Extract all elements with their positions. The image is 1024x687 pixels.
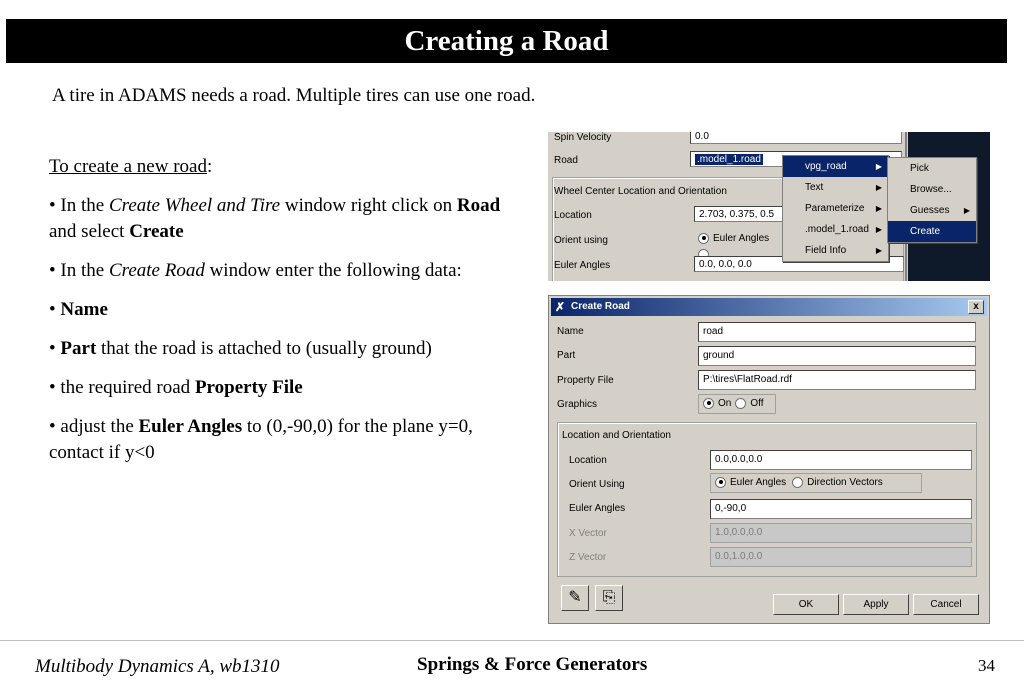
bullet-5: • the required road Property File	[49, 377, 303, 398]
euler-angles-label: Euler Angles	[569, 503, 626, 514]
location-field[interactable]: 2.703, 0.375, 0.5	[694, 206, 784, 222]
name-label: Name	[557, 326, 584, 337]
x-vector-field: 1.0,0.0,0.0	[710, 523, 972, 543]
footer-topic: Springs & Force Generators	[417, 654, 648, 675]
instruction-text	[49, 154, 527, 479]
footer-course: Multibody Dynamics A, wb1310	[35, 656, 280, 677]
submenu-arrow-icon: ▶	[875, 204, 882, 213]
menu-item-model-road[interactable]: .model_1.road ▶	[783, 219, 888, 240]
bullet-3: • Name	[49, 299, 108, 320]
orient-using-radio[interactable]: Euler Angles	[694, 231, 784, 247]
wheel-tire-window-screenshot	[548, 132, 990, 281]
spin-velocity-label: Spin Velocity	[554, 132, 612, 143]
slide-title: Creating a Road	[404, 25, 609, 57]
graphics-off-radio-icon[interactable]	[735, 398, 746, 409]
location-field[interactable]: 0.0,0.0,0.0	[710, 450, 972, 470]
part-label: Part	[557, 350, 576, 361]
orient-using-radio-group: Euler Angles Direction Vectors	[710, 473, 922, 493]
close-button[interactable]: x	[968, 300, 984, 314]
euler-radio-icon[interactable]	[698, 233, 709, 244]
dialog-title-bar	[551, 298, 987, 316]
table-editor-button[interactable]	[561, 585, 589, 611]
road-label: Road	[554, 155, 578, 166]
wheel-center-group-title: Wheel Center Location and Orientation	[554, 186, 727, 197]
create-road-dialog	[548, 295, 990, 624]
x-vector-label: X Vector	[569, 528, 607, 539]
document-arrow-icon: ⎘	[602, 589, 616, 606]
ok-button[interactable]: OK	[773, 594, 839, 615]
location-label: Location	[569, 455, 607, 466]
page-number: 34	[978, 656, 995, 675]
spin-velocity-field[interactable]: 0.0	[690, 132, 902, 144]
euler-angles-field[interactable]: 0,-90,0	[710, 499, 972, 519]
bullet-6: • adjust the Euler Angles to (0,-90,0) for the plane y=0, contact if y<0	[49, 416, 473, 463]
z-vector-label: Z Vector	[569, 552, 607, 563]
submenu-item-create[interactable]: Create	[888, 221, 976, 242]
menu-item-parameterize[interactable]: Parameterize ▶	[783, 198, 888, 219]
name-field[interactable]: road	[698, 322, 976, 342]
orient-using-label: Orient Using	[569, 479, 625, 490]
location-label: Location	[554, 210, 592, 221]
graphics-on-radio-icon[interactable]	[703, 398, 714, 409]
bullet-4: • Part that the road is attached to (usually ground)	[49, 338, 432, 359]
slide-subtitle: A tire in ADAMS needs a road. Multiple tires can use one road.	[52, 85, 536, 106]
submenu-item-guesses[interactable]: Guesses ▶	[888, 200, 976, 221]
menu-item-text[interactable]: Text ▶	[783, 177, 888, 198]
graphics-label: Graphics	[557, 399, 598, 410]
property-file-field[interactable]: P:\tires\FlatRoad.rdf	[698, 370, 976, 390]
bullet-2: • In the Create Road window enter the following data:	[49, 260, 462, 281]
orient-using-label: Orient using	[554, 235, 608, 246]
submenu-arrow-icon: ▶	[875, 183, 882, 192]
instruction-heading: To create a new road:	[49, 156, 213, 177]
road-field-value: .model_1.road	[697, 154, 761, 165]
euler-angles-radio-icon[interactable]	[715, 477, 726, 488]
submenu-arrow-icon: ▶	[875, 162, 882, 171]
select-object-button[interactable]	[595, 585, 623, 611]
euler-angles-label: Euler Angles	[554, 260, 611, 271]
graphics-radio-group: On Off	[698, 394, 776, 414]
submenu-arrow-icon: ▶	[875, 225, 882, 234]
vpg-road-submenu	[887, 157, 977, 243]
property-file-label: Property File	[557, 375, 614, 386]
part-field[interactable]: ground	[698, 346, 976, 366]
table-edit-icon: ✎	[568, 589, 582, 606]
menu-item-field-info[interactable]: Field Info ▶	[783, 240, 888, 261]
road-context-menu	[782, 155, 889, 262]
euler-angles-field[interactable]: 0.0, 0.0, 0.0	[694, 256, 904, 272]
menu-item-vpg-road[interactable]: vpg_road ▶	[783, 156, 888, 177]
slide-title-bar	[6, 19, 1007, 63]
z-vector-field: 0.0,1.0,0.0	[710, 547, 972, 567]
submenu-item-pick[interactable]: Pick	[910, 163, 929, 174]
bullet-1: • In the Create Wheel and Tire window right click on Road and select Create	[49, 195, 501, 242]
submenu-arrow-icon: ▶	[963, 206, 970, 215]
footer-divider	[0, 640, 1024, 641]
submenu-arrow-icon: ▶	[875, 246, 882, 255]
location-orientation-group-title: Location and Orientation	[562, 430, 671, 441]
cancel-button[interactable]: Cancel	[913, 594, 979, 615]
adams-window-icon: ✗	[555, 300, 566, 314]
direction-vectors-radio-icon[interactable]	[792, 477, 803, 488]
dialog-title: Create Road	[571, 301, 630, 312]
apply-button[interactable]: Apply	[843, 594, 909, 615]
submenu-item-browse[interactable]: Browse...	[910, 184, 952, 195]
